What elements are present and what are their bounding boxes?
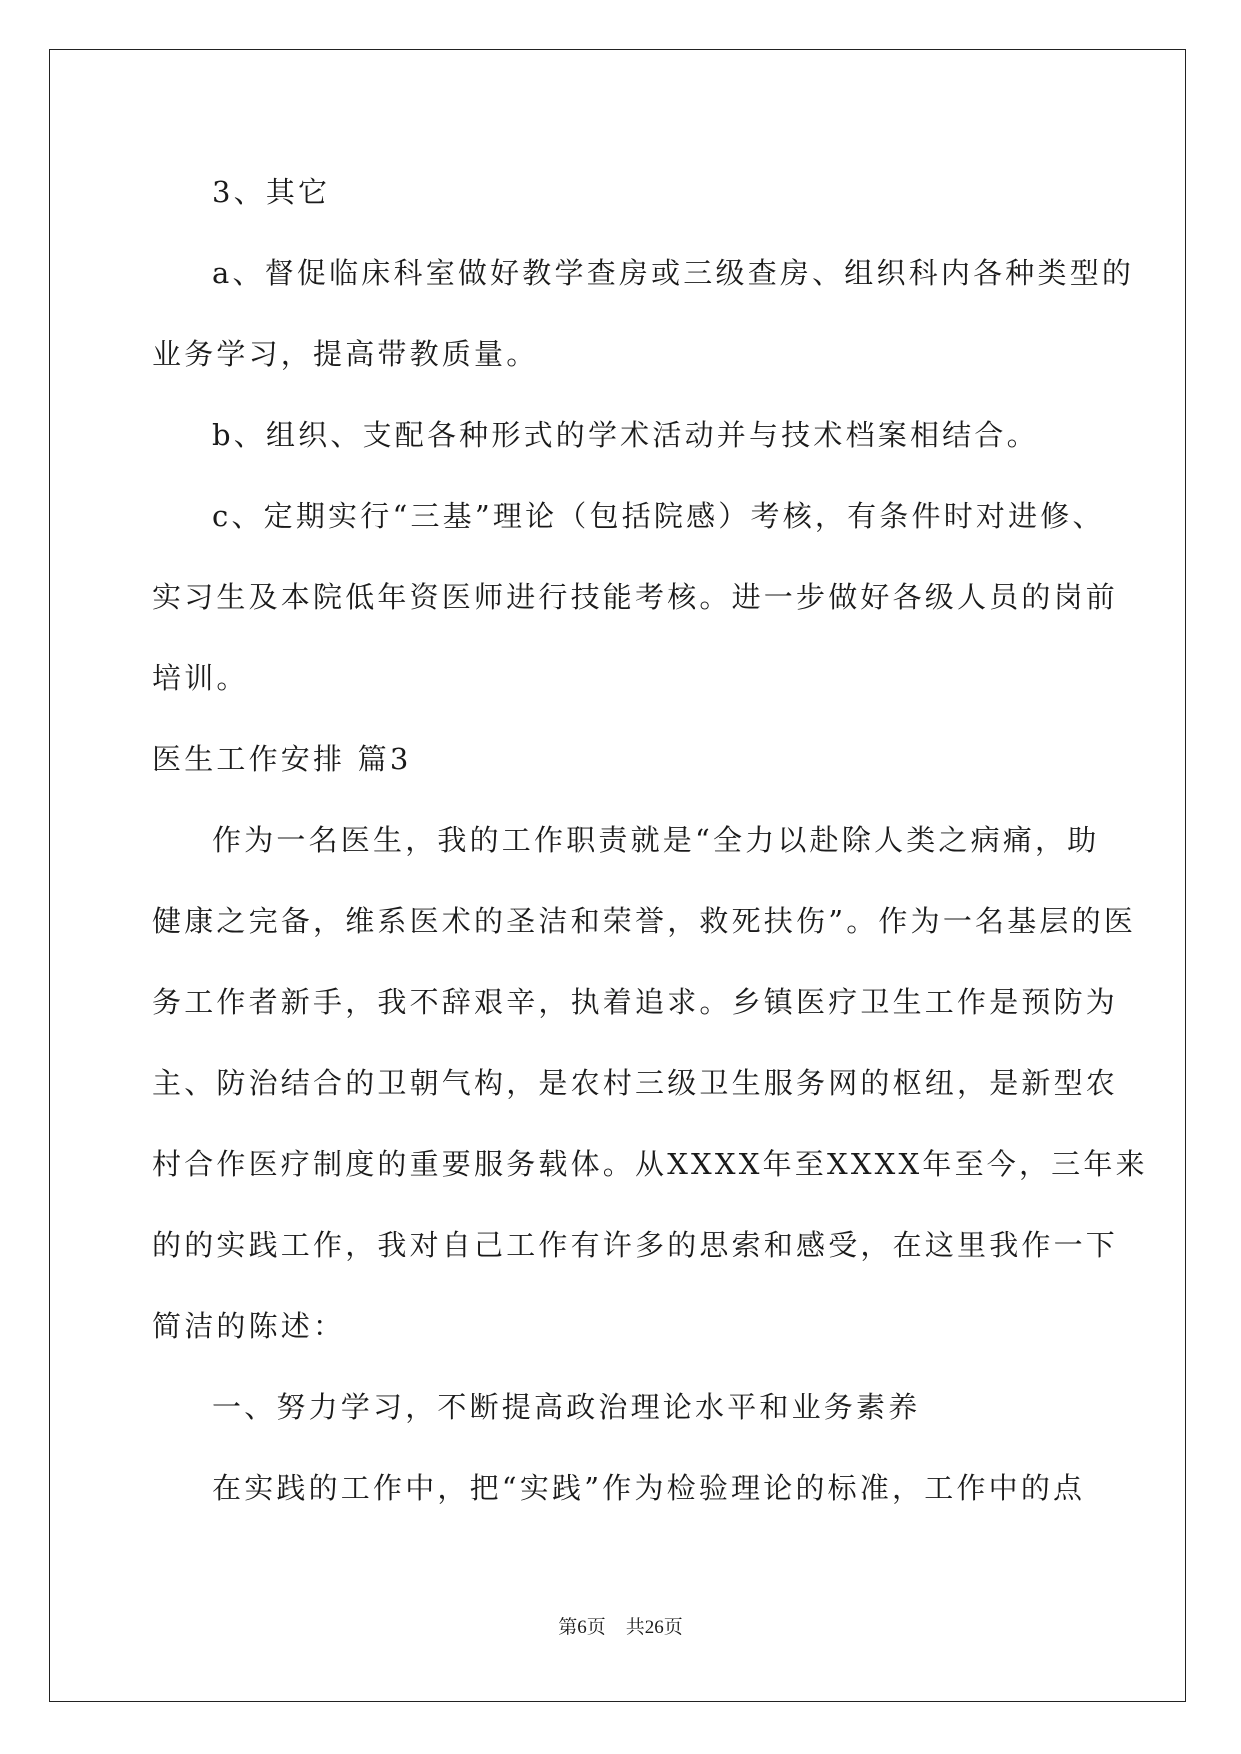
section-heading-other: 3、其它 bbox=[212, 175, 331, 209]
paragraph-line: 主、防治结合的卫朝气构，是农村三级卫生服务网的枢纽，是新型农 bbox=[152, 1066, 1119, 1100]
section-heading: 一、努力学习，不断提高政治理论水平和业务素养 bbox=[212, 1390, 921, 1424]
paragraph-line: c、定期实行“三基”理论（包括院感）考核，有条件时对进修、 bbox=[212, 499, 1105, 533]
page-border bbox=[49, 49, 1186, 1702]
paragraph-line: 业务学习，提高带教质量。 bbox=[152, 337, 539, 371]
paragraph-line: 实习生及本院低年资医师进行技能考核。进一步做好各级人员的岗前 bbox=[152, 580, 1119, 614]
paragraph-line: 的的实践工作，我对自己工作有许多的思索和感受，在这里我作一下 bbox=[152, 1228, 1119, 1262]
page-total: 共26页 bbox=[625, 1617, 683, 1638]
paragraph-line: 简洁的陈述： bbox=[152, 1309, 346, 1343]
paragraph-line: 培训。 bbox=[152, 661, 249, 695]
paragraph-line: 村合作医疗制度的重要服务载体。从XXXX年至XXXX年至今，三年来 bbox=[152, 1147, 1148, 1181]
page-footer bbox=[0, 1616, 1241, 1640]
paragraph-line: 在实践的工作中，把“实践”作为检验理论的标准，工作中的点 bbox=[212, 1471, 1086, 1505]
article-heading: 医生工作安排 篇3 bbox=[152, 742, 412, 776]
paragraph-line: 务工作者新手，我不辞艰辛，执着追求。乡镇医疗卫生工作是预防为 bbox=[152, 985, 1119, 1019]
paragraph-line: 作为一名医生，我的工作职责就是“全力以赴除人类之病痛，助 bbox=[212, 823, 1100, 857]
paragraph-line: 健康之完备，维系医术的圣洁和荣誉，救死扶伤”。作为一名基层的医 bbox=[152, 904, 1137, 938]
paragraph-line: a、督促临床科室做好教学查房或三级查房、组织科内各种类型的 bbox=[212, 256, 1135, 290]
page-number: 第6页 bbox=[558, 1617, 606, 1638]
paragraph-line: b、组织、支配各种形式的学术活动并与技术档案相结合。 bbox=[212, 418, 1039, 452]
